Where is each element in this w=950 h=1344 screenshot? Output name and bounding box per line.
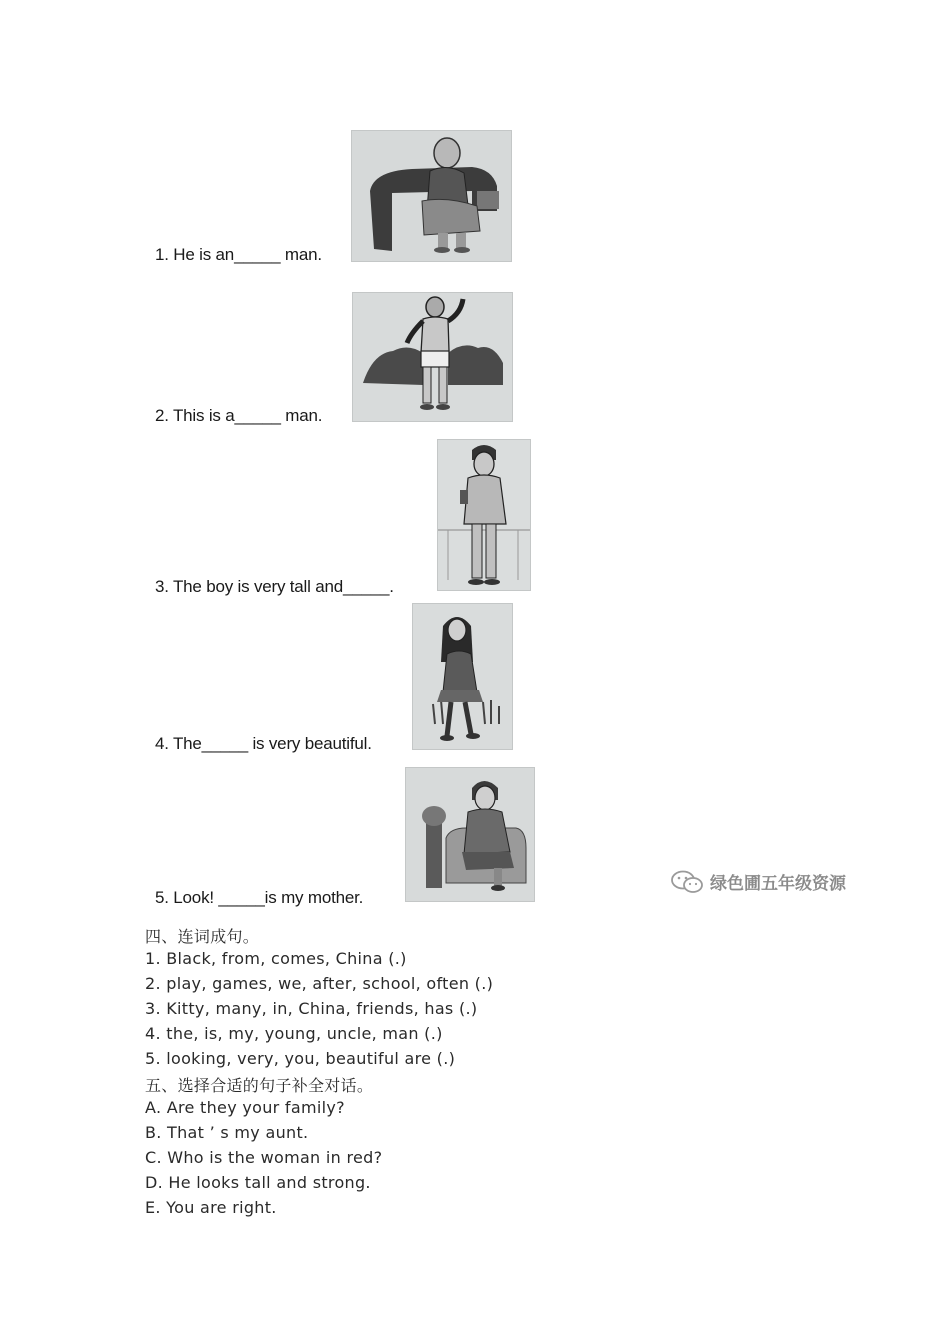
section-4-item-2: 2. play, games, we, after, school, often (.) bbox=[145, 974, 494, 993]
beautiful-woman-picture bbox=[412, 603, 513, 750]
strong-man-picture bbox=[352, 292, 513, 422]
mother-picture bbox=[405, 767, 535, 902]
mother-illustration bbox=[406, 768, 534, 901]
section-5-option-c: C. Who is the woman in red? bbox=[145, 1148, 383, 1167]
question-4-text: 4. The_____ is very beautiful. bbox=[155, 734, 372, 753]
section-5-option-b: B. That ’ s my aunt. bbox=[145, 1123, 309, 1142]
section-4-item-5: 5. looking, very, you, beautiful are (.) bbox=[145, 1049, 456, 1068]
question-3-text: 3. The boy is very tall and_____. bbox=[155, 577, 394, 596]
section-5-option-a: A. Are they your family? bbox=[145, 1098, 345, 1117]
section-5-option-d: D. He looks tall and strong. bbox=[145, 1173, 371, 1192]
section-5-heading: 五、选择合适的句子补全对话。 bbox=[145, 1076, 374, 1095]
woman-illustration bbox=[413, 604, 512, 749]
question-1-text: 1. He is an_____ man. bbox=[155, 245, 322, 264]
watermark-text: 绿色圃五年级资源 bbox=[710, 874, 846, 894]
section-4-item-3: 3. Kitty, many, in, China, friends, has (.) bbox=[145, 999, 478, 1018]
section-4-heading: 四、连词成句。 bbox=[145, 927, 260, 946]
section-4-item-4: 4. the, is, my, young, uncle, man (.) bbox=[145, 1024, 443, 1043]
tall-boy-picture bbox=[437, 439, 531, 591]
question-5-text: 5. Look! _____is my mother. bbox=[155, 888, 364, 907]
tall-boy-illustration bbox=[438, 440, 530, 590]
question-2-text: 2. This is a_____ man. bbox=[155, 406, 323, 425]
watermark bbox=[670, 869, 846, 894]
section-5-option-e: E. You are right. bbox=[145, 1198, 277, 1217]
strong-man-illustration bbox=[353, 293, 512, 421]
old-man-illustration bbox=[352, 131, 511, 261]
section-4-item-1: 1. Black, from, comes, China (.) bbox=[145, 949, 407, 968]
old-man-picture bbox=[351, 130, 512, 262]
wechat-icon bbox=[670, 870, 704, 894]
